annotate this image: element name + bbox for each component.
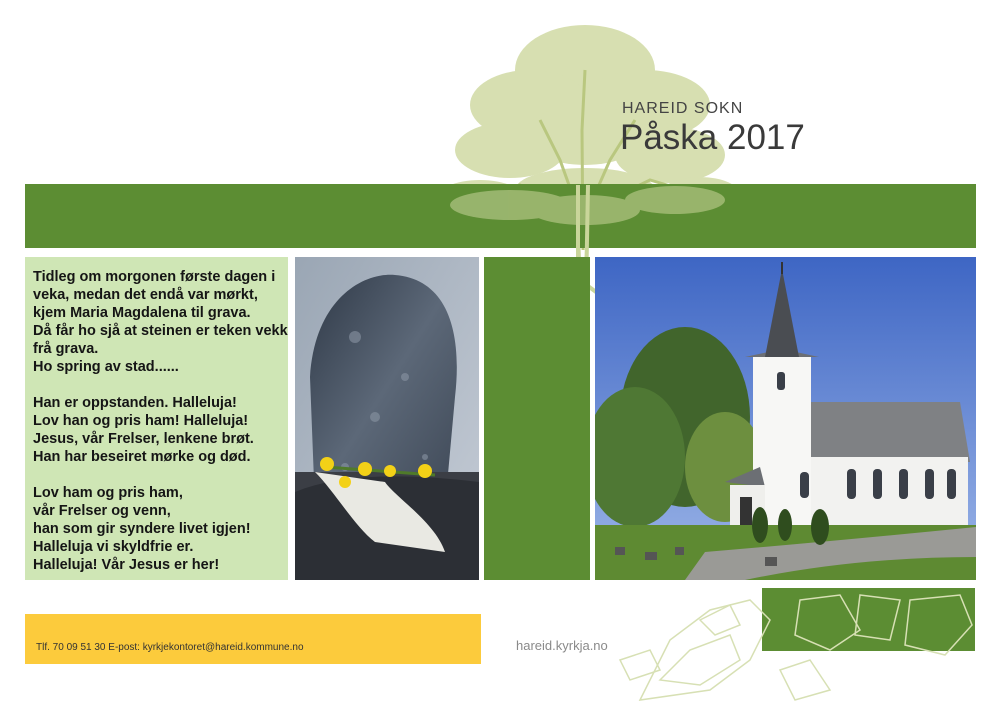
website-link[interactable]: hareid.kyrkja.no: [516, 638, 608, 653]
paragraph-hymn-verse-1: Han er oppstanden. Halleluja! Lov han og pris ham! Halleluja! Jesus, vår Frelser, lenkene brøt. Han har beseiret mørke og død.: [33, 395, 254, 465]
paragraph-hymn-verse-2: Lov ham og pris ham, vår Frelser og venn, han som gir syndere livet igjen! Halleluja vi skyldfrie er. Halleluja! Vår Jesus er her!: [33, 485, 251, 573]
org-name: HAREID SOKN: [622, 100, 744, 117]
empty-tomb-photo: [295, 257, 479, 580]
paragraph-gospel: Tidleg om morgonen første dagen i veka, medan det endå var mørkt, kjem Maria Magdalena til grava. Då får ho sjå at steinen er teken vekk frå grava. Ho spring av stad......: [33, 269, 288, 375]
page-title: Påska 2017: [620, 118, 805, 157]
decorative-scribbles: [600, 580, 990, 705]
contact-box: [25, 614, 481, 664]
contact-info: Tlf. 70 09 51 30 E-post: kyrkjekontoret@hareid.kommune.no: [36, 642, 304, 653]
scripture-text-panel: [25, 257, 288, 580]
church-photo: [595, 257, 976, 580]
green-strip: [484, 257, 590, 580]
